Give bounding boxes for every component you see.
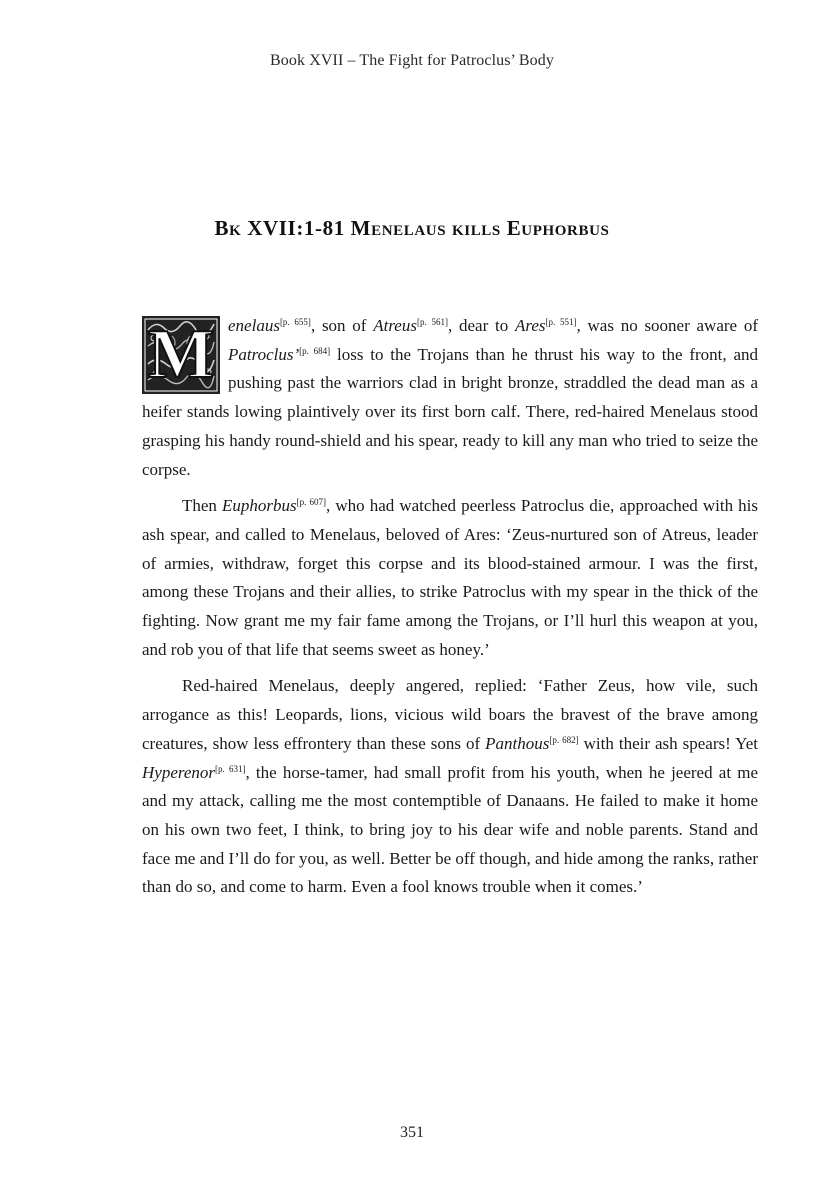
text-run: loss to the Trojans than he thrust his way to the front, and pushing past the warriors clad in bright bronze, straddled the dead man as a heifer stands lowing plaintively over its first born calf. There, red-haired Menelaus stood grasping his handy round-shield and his spear, ready to kill any man who tried to seize the corpse. — [142, 344, 758, 479]
running-head: Book XVII – The Fight for Patroclus’ Body — [270, 52, 554, 69]
person-name: Euphorbus — [222, 496, 297, 516]
person-name: Atreus — [373, 316, 417, 335]
person-name: enelaus — [228, 316, 280, 335]
text-run: , who had watched peerless Patroclus die, approached with his ash spear, and called to Menelaus, beloved of Ares: ‘Zeus-nurtured son of Atreus, leader of armies, withdraw, forget this corpse and its blood-stained armour. I was the first, among these Trojans and their allies, to strike Patroclus with my spear in the thick of the fighting. Now grant me my fair fame among the Trojans, or I’ll hurl this weapon at you, and rob you of that life that seems sweet as honey.’ — [142, 496, 758, 659]
text-run: Red-haired Menelaus, deeply angered, replied: ‘Father Zeus, how vile, such arrogance as this! Leopards, lions, vicious wild boars the bravest of the brave among creatures, show less effrontery than these sons of — [142, 676, 758, 753]
page-reference: [p. 631] — [215, 763, 246, 774]
page-reference: [p. 607] — [296, 497, 326, 508]
body-text — [142, 312, 758, 902]
page-reference: [p. 684] — [299, 345, 331, 356]
text-run: , was no sooner aware of — [576, 316, 758, 335]
paragraph-1 — [142, 312, 758, 484]
text-run: , dear to — [447, 316, 515, 335]
page-number: 351 — [400, 1124, 424, 1141]
text-run: Then — [182, 496, 223, 516]
ornamental-dropcap — [142, 316, 220, 394]
person-name: Patroclus’ — [228, 344, 300, 364]
paragraph-3 — [142, 672, 758, 902]
person-name: Ares — [514, 316, 546, 335]
text-run: , son of — [310, 316, 374, 335]
page-reference: [p. 551] — [545, 317, 577, 327]
page-reference: [p. 561] — [416, 317, 448, 327]
person-name: Panthous — [485, 733, 550, 753]
page-reference: [p. 682] — [549, 734, 579, 745]
page-reference: [p. 655] — [279, 317, 311, 327]
chapter-title: Bk XVII:1-81 Menelaus kills Euphorbus — [214, 216, 610, 240]
paragraph-2 — [142, 492, 758, 664]
text-run: with their ash spears! Yet — [578, 733, 758, 753]
person-name: Hyperenor — [142, 762, 216, 782]
dropcap-letter: M — [147, 316, 215, 393]
text-run: , the horse-tamer, had small profit from his youth, when he jeered at me and my attack, calling me the most contemptible of Danaans. He failed to make it home on his own two feet, I think, to bring joy to his dear wife and noble parents. Stand and face me and I’ll do for you, as well. Better be off though, and hide among the ranks, rather than do so, and come to harm. Even a fool knows trouble when it comes.’ — [142, 762, 759, 897]
